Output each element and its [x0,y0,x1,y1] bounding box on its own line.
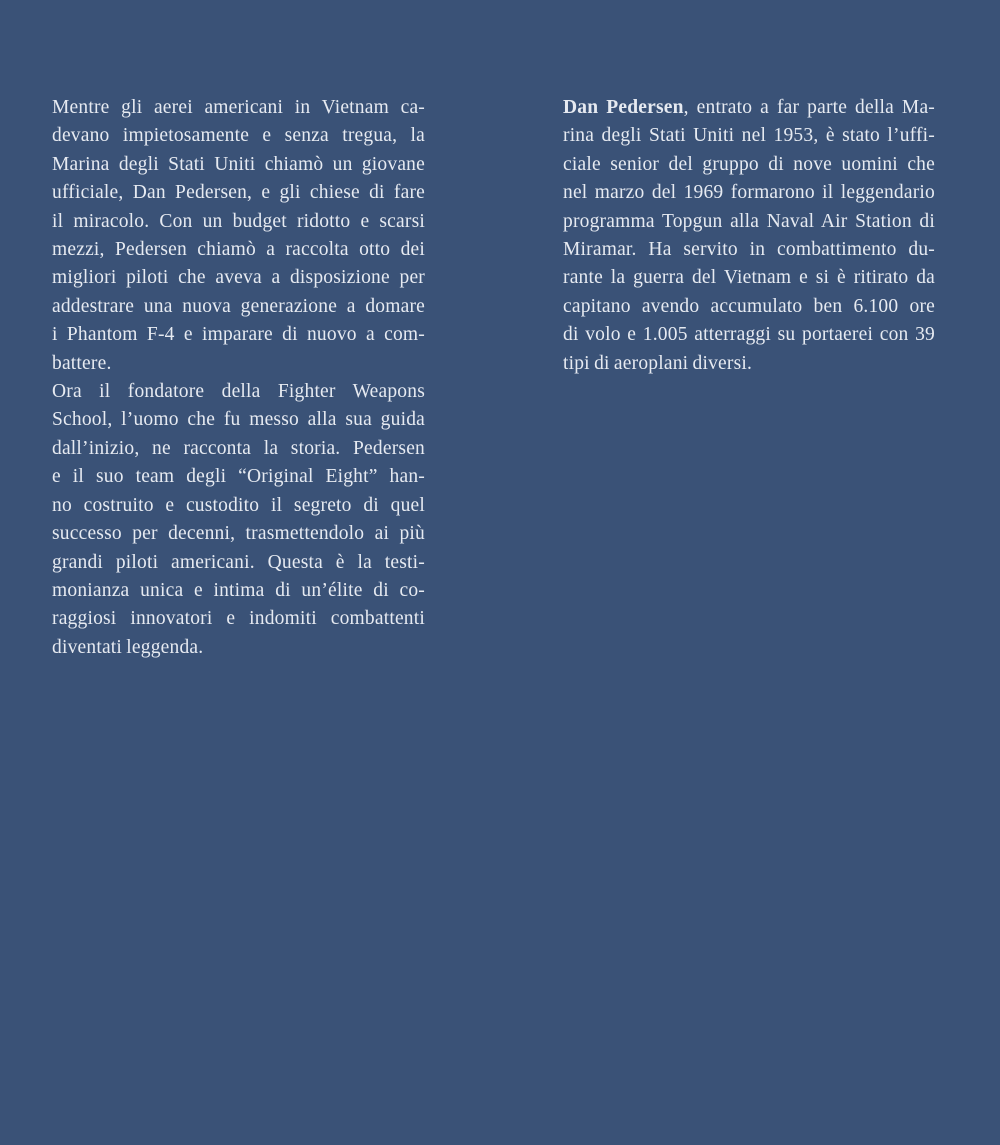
text-line: Mentre gli aerei americani in Vietnam ca- [52,97,425,118]
text-line: raggiosi innovatori e indomiti combattenti [52,608,425,630]
text-line: programma Topgun alla Naval Air Station di [563,210,935,232]
text-line: dall’inizio, ne racconta la storia. Pedersen [52,437,425,459]
text-line: no costruito e custodito il segreto di quel [52,494,425,516]
flap-left-column [52,94,425,662]
text-line: e il suo team degli “Original Eight” han- [52,466,425,488]
text-line: Marina degli Stati Uniti chiamò un giovane [52,153,425,175]
paragraph [52,378,425,662]
text-line: il miracolo. Con un budget ridotto e scarsi [52,210,425,232]
text-line: di volo e 1.005 atterraggi su portaerei con 39 [563,324,935,346]
text-line: ciale senior del gruppo di nove uomini che [563,153,935,175]
text-line: battere. [52,352,112,374]
text-line: devano impietosamente e senza tregua, la [52,125,425,147]
text-line: nel marzo del 1969 formarono il leggendario [563,182,935,204]
flap-right-column [563,94,935,378]
text-line: grandi piloti americani. Questa è la testi- [52,551,425,573]
text-line: mezzi, Pedersen chiamò a raccolta otto dei [52,239,425,261]
paragraph [563,94,935,378]
text-line: rante la guerra del Vietnam e si è ritirato da [563,267,935,289]
text-line: ufficiale, Dan Pedersen, e gli chiese di fare [52,182,425,204]
text-line: diventati leggenda. [52,636,204,658]
text-line: Ora il fondatore della Fighter Weapons [52,381,425,403]
text-line: migliori piloti che aveva a disposizione per [52,267,425,289]
text-line: School, l’uomo che fu messo alla sua guida [52,409,425,431]
text-line: i Phantom F-4 e imparare di nuovo a com- [52,324,425,346]
text-line: Dan Pedersen, entrato a far parte della Ma- [563,97,935,118]
text-line: Miramar. Ha servito in combattimento du- [563,239,935,261]
author-name-bold: Dan Pedersen [563,97,684,118]
text-line: successo per decenni, trasmettendolo ai più [52,523,425,545]
paragraph [52,94,425,378]
text-line: capitano avendo accumulato ben 6.100 ore [563,295,935,317]
text-line: addestrare una nuova generazione a domare [52,295,425,317]
text-line: tipi di aeroplani diversi. [563,352,753,374]
text-line: rina degli Stati Uniti nel 1953, è stato l’uffi- [563,125,935,147]
text-line: monianza unica e intima di un’élite di co- [52,579,425,601]
